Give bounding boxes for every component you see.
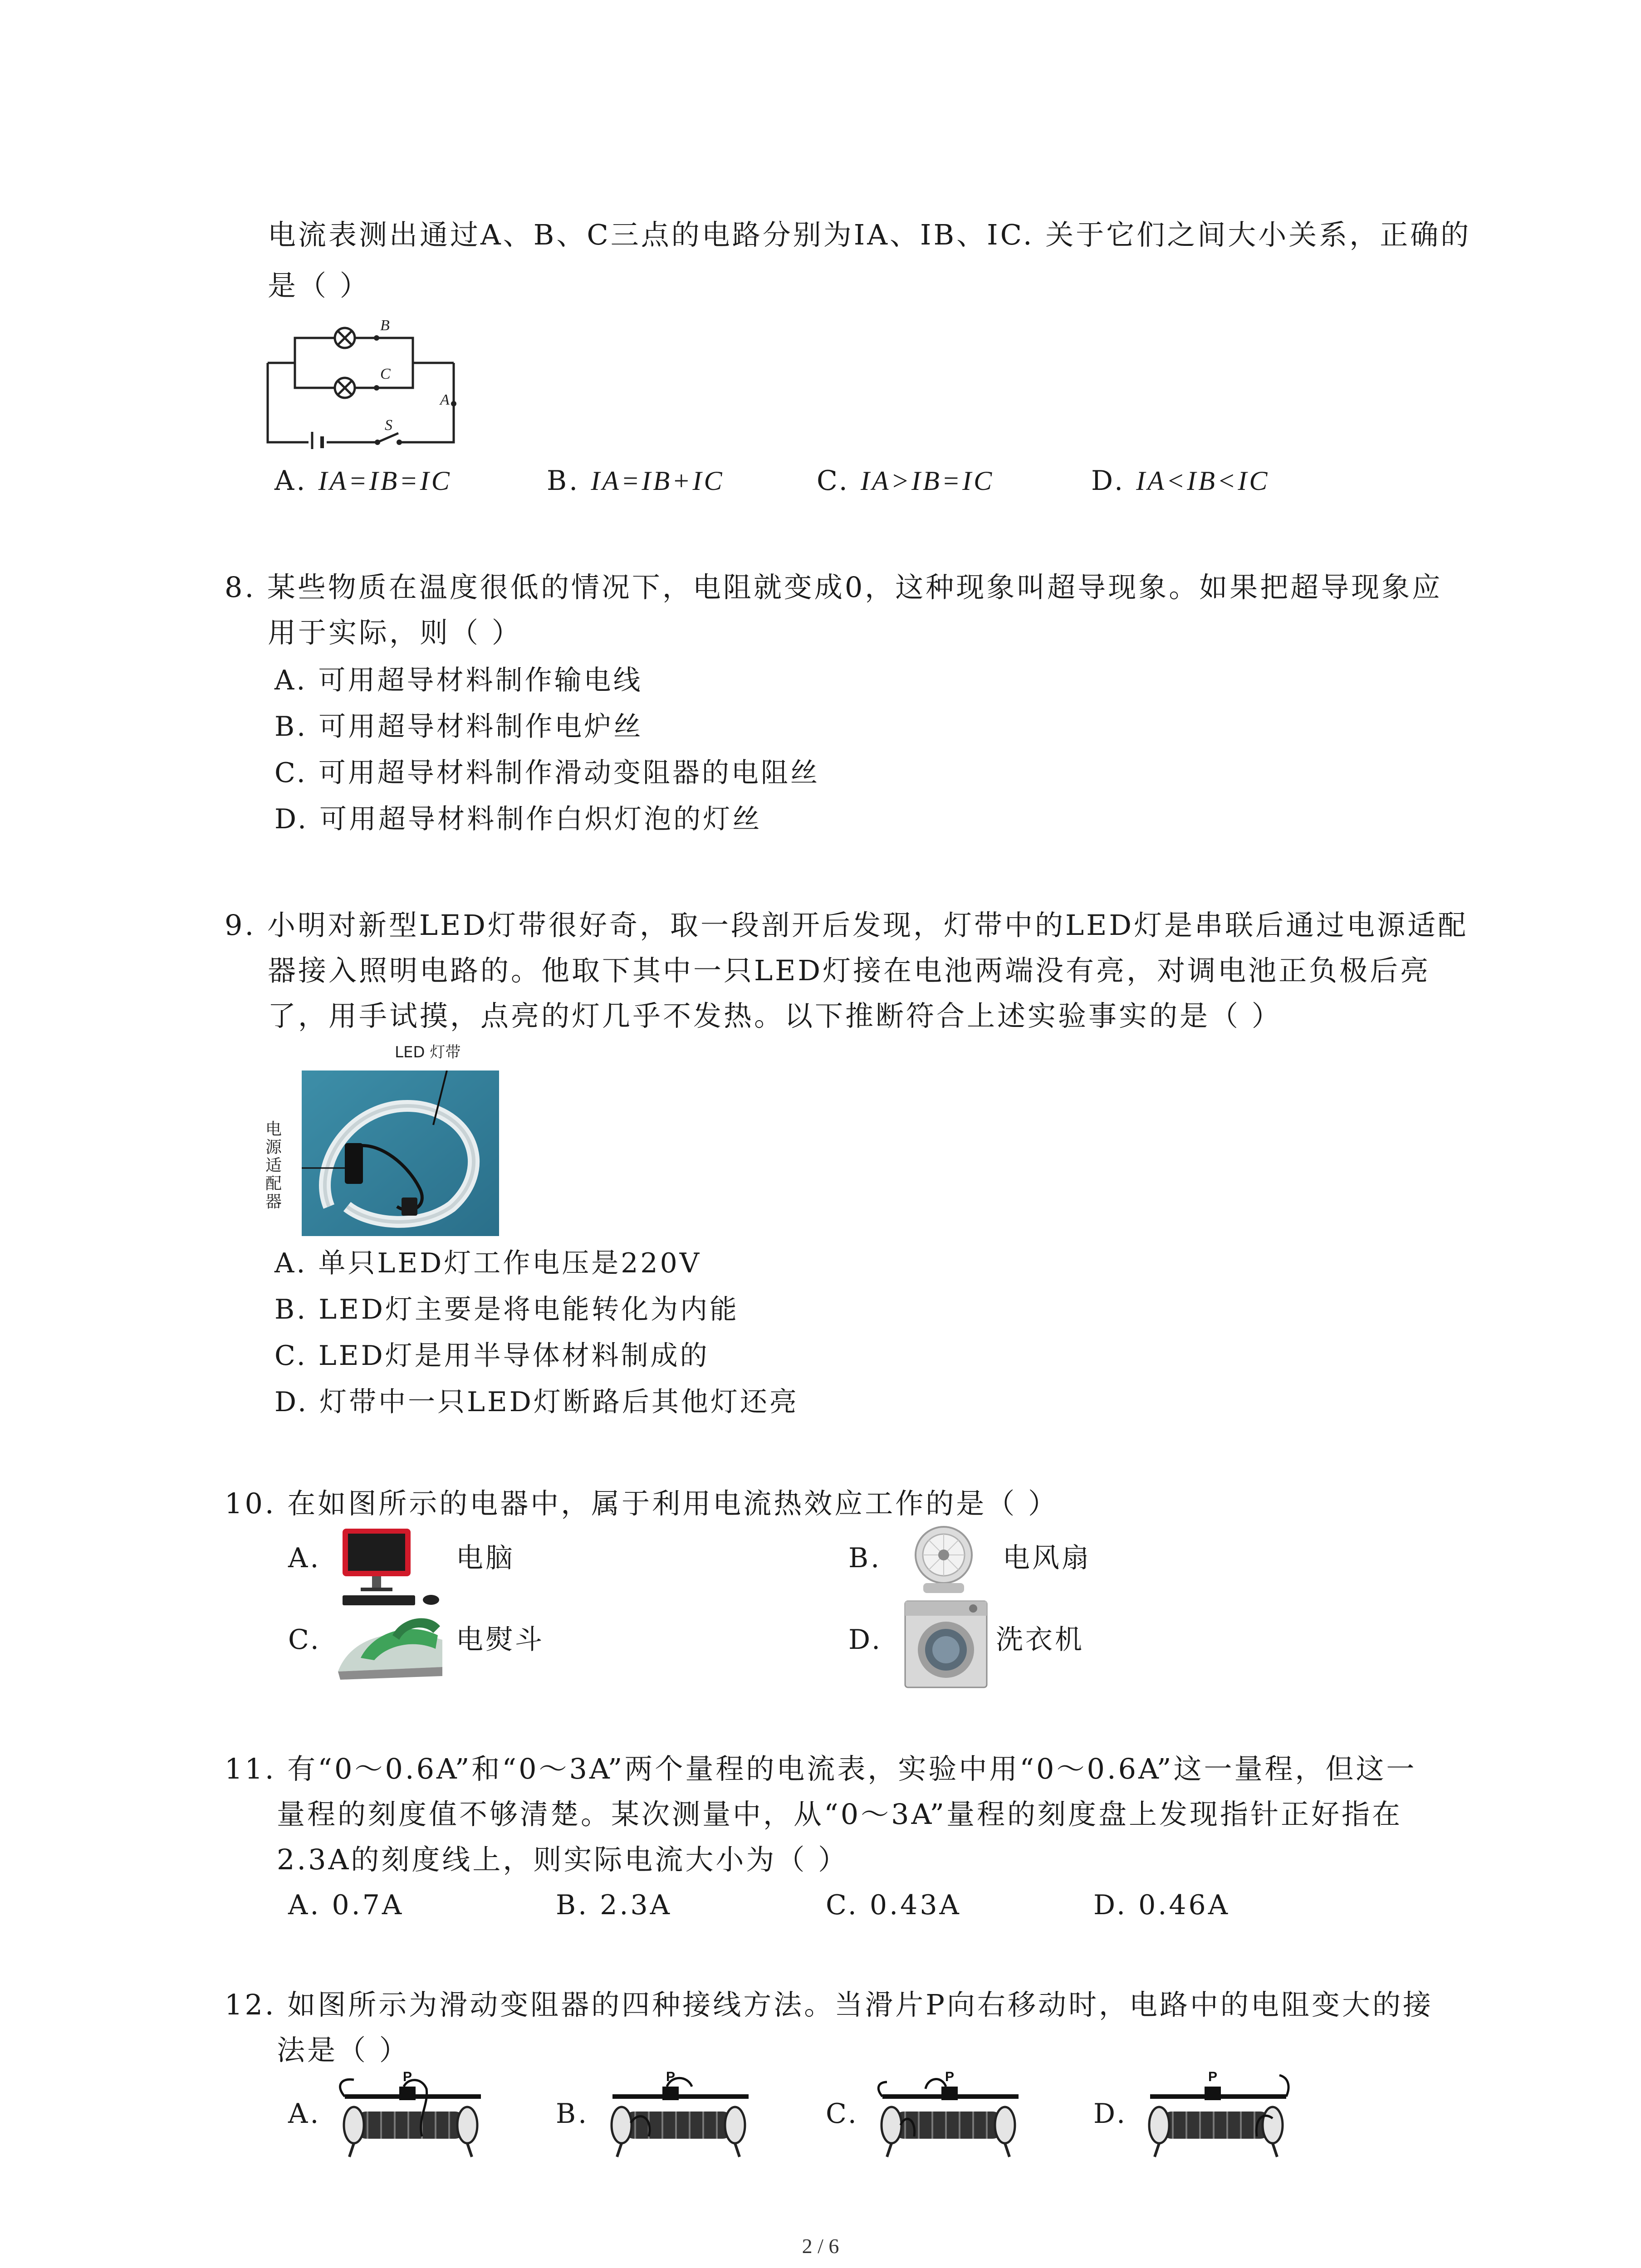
q12-option-d-key[interactable]: D. [1093, 2098, 1128, 2130]
slider-p-label: P [403, 2069, 412, 2084]
q10-option-d-label: 洗衣机 [996, 1624, 1084, 1656]
q9-stem-line2: 器接入照明电路的。他取下其中一只LED灯接在电池两端没有亮，对调电池正负极后亮 [268, 954, 1431, 987]
rheostat-diagram-b [603, 2068, 758, 2159]
q8-stem-line1: 8. 某些物质在温度很低的情况下，电阻就变成0，这种现象叫超导现象。如果把超导现象应 [225, 571, 1443, 604]
q12-stem-line1: 12. 如图所示为滑动变阻器的四种接线方法。当滑片P向右移动时，电路中的电阻变大的接 [225, 1988, 1434, 2021]
q11-stem-line3: 2.3A的刻度线上，则实际电流大小为（ ） [277, 1843, 849, 1876]
q7-option-d[interactable]: D. IA<IB<IC [1091, 465, 1270, 497]
q10-option-b-key[interactable]: B. [848, 1542, 882, 1574]
washing-machine-icon [901, 1599, 991, 1690]
electric-fan-icon [896, 1524, 996, 1597]
q7-stem-line1: 电流表测出通过A、B、C三点的电路分别为IA、IB、IC. 关于它们之间大小关系，正确的 [268, 218, 1471, 251]
q11-option-d[interactable]: D. 0.46A [1093, 1889, 1230, 1921]
q7-stem-line2: 是（ ） [268, 269, 370, 302]
q10-option-c-key[interactable]: C. [288, 1624, 321, 1656]
q9-stem-line1: 9. 小明对新型LED灯带很好奇，取一段剖开后发现，灯带中的LED灯是串联后通过电源适配 [225, 909, 1469, 942]
adapter-photo-label: 电源适配器 [265, 1120, 282, 1211]
circuit-label-s: S [385, 417, 392, 434]
q10-option-a-label: 电脑 [456, 1542, 515, 1574]
q7-option-b[interactable]: B. IA=IB+IC [547, 465, 725, 497]
q10-option-b-label: 电风扇 [1003, 1542, 1091, 1574]
q7-option-c[interactable]: C. IA>IB=IC [817, 465, 994, 497]
q8-option-d[interactable]: D. 可用超导材料制作白炽灯泡的灯丝 [274, 803, 762, 835]
computer-icon [333, 1526, 451, 1610]
q10-option-d-key[interactable]: D. [848, 1624, 883, 1656]
q11-option-a[interactable]: A. 0.7A [288, 1889, 404, 1921]
q9-option-a[interactable]: A. 单只LED灯工作电压是220V [274, 1247, 702, 1279]
circuit-label-a: A [440, 391, 450, 408]
q7-option-a[interactable]: A. IA=IB=IC [274, 465, 452, 497]
led-strip-photo-label: LED 灯带 [395, 1043, 461, 1061]
q9-option-d[interactable]: D. 灯带中一只LED灯断路后其他灯还亮 [274, 1386, 799, 1418]
page-number: 2 / 6 [802, 2234, 839, 2258]
rheostat-diagram-c [873, 2068, 1028, 2159]
q8-stem-line2: 用于实际，则（ ） [268, 616, 522, 649]
q10-option-a-key[interactable]: A. [288, 1542, 321, 1574]
q9-stem-line3: 了，用手试摸，点亮的灯几乎不发热。以下推断符合上述实验事实的是（ ） [268, 999, 1282, 1032]
q9-option-c[interactable]: C. LED灯是用半导体材料制成的 [274, 1340, 710, 1372]
q8-option-c[interactable]: C. 可用超导材料制作滑动变阻器的电阻丝 [274, 757, 820, 789]
rheostat-diagram-a [336, 2068, 490, 2159]
slider-p-label: P [666, 2069, 676, 2084]
electric-iron-icon [333, 1608, 451, 1685]
q12-option-b-key[interactable]: B. [556, 2098, 589, 2130]
q11-option-c[interactable]: C. 0.43A [826, 1889, 961, 1921]
q12-stem-line2: 法是（ ） [277, 2033, 410, 2067]
rheostat-diagram-d [1141, 2068, 1295, 2159]
q7-circuit-diagram [263, 313, 458, 449]
q11-stem-line2: 量程的刻度值不够清楚。某次测量中，从“0～3A”量程的刻度盘上发现指针正好指在 [277, 1798, 1402, 1831]
q11-option-b[interactable]: B. 2.3A [556, 1889, 672, 1921]
q8-option-a[interactable]: A. 可用超导材料制作输电线 [274, 665, 643, 696]
q11-stem-line1: 11. 有“0～0.6A”和“0～3A”两个量程的电流表，实验中用“0～0.6A”这一量程，但这一 [225, 1752, 1417, 1785]
q8-option-b[interactable]: B. 可用超导材料制作电炉丝 [274, 711, 643, 743]
q12-option-c-key[interactable]: C. [826, 2098, 859, 2130]
slider-p-label: P [1208, 2069, 1218, 2084]
led-strip-photo [302, 1070, 499, 1236]
q10-stem: 10. 在如图所示的电器中，属于利用电流热效应工作的是（ ） [225, 1487, 1059, 1520]
circuit-label-b: B [380, 317, 390, 334]
q9-option-b[interactable]: B. LED灯主要是将电能转化为内能 [274, 1294, 739, 1325]
circuit-label-c: C [380, 366, 391, 382]
q10-option-c-label: 电熨斗 [456, 1624, 544, 1656]
q12-option-a-key[interactable]: A. [288, 2098, 321, 2130]
slider-p-label: P [945, 2069, 955, 2084]
